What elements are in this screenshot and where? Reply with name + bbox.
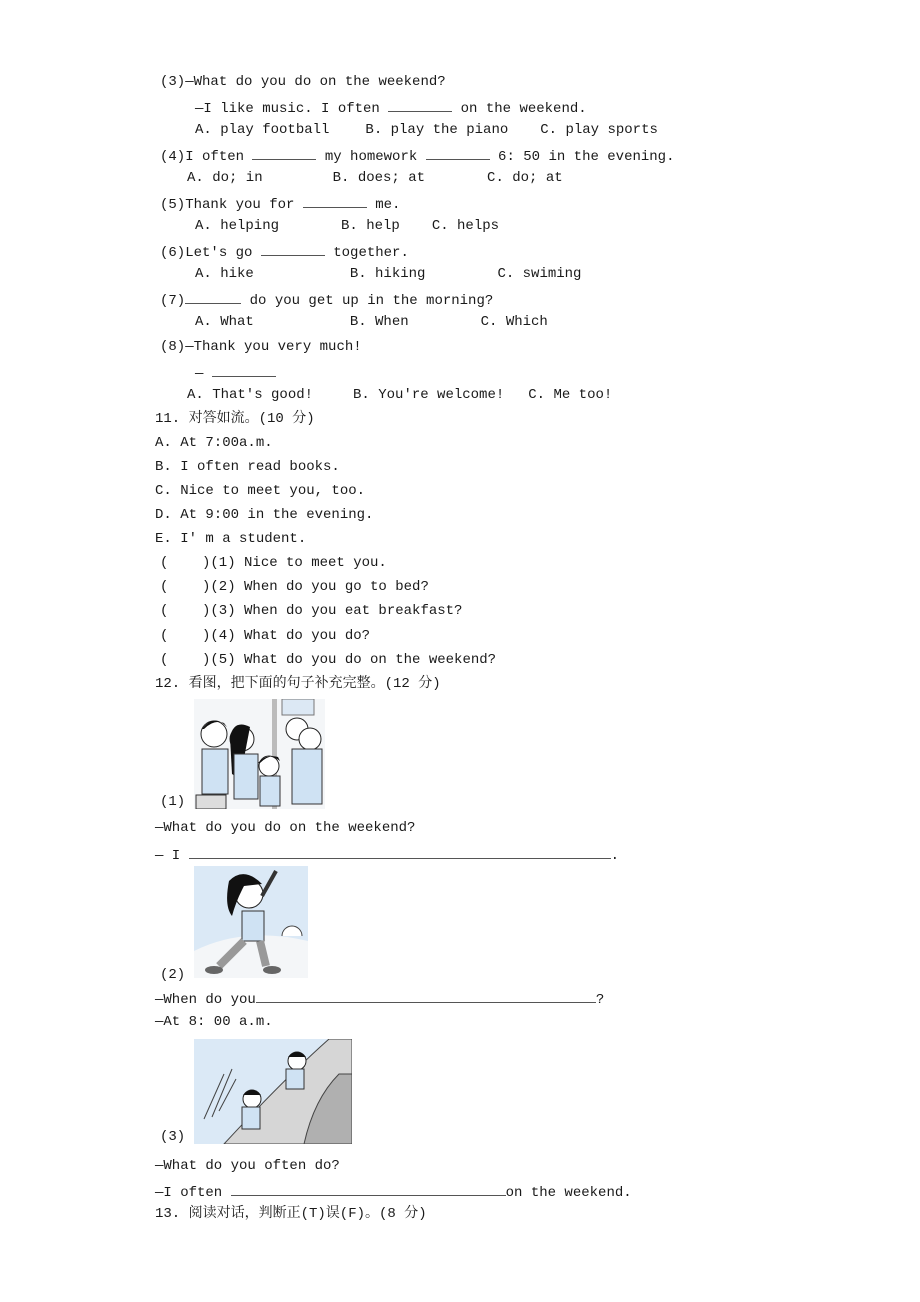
section13-title: 13. 阅读对话，判断正(T)误(F)。(8 分) [155, 1206, 427, 1222]
section11-title: 11. 对答如流。(10 分) [155, 411, 315, 427]
answer-b: B. I often read books. [155, 459, 340, 475]
q7-text: do you get up in the morning? [241, 293, 494, 309]
q5-text-a: Thank you for [185, 197, 303, 213]
q4-blank-2[interactable] [426, 145, 490, 160]
picture-3-number: (3) [160, 1129, 186, 1145]
picture-3-answer-prefix: —I often [155, 1185, 231, 1201]
q8-dash: — [195, 366, 212, 382]
section12-title: 12. 看图，把下面的句子补充完整。(12 分) [155, 676, 441, 692]
family-greeting-image [194, 699, 325, 809]
match-question-2[interactable]: ( )(2) When do you go to bed? [160, 579, 429, 595]
answer-e: E. I' m a student. [155, 531, 307, 547]
q5-options [195, 217, 499, 235]
q3-line1 [160, 73, 446, 91]
q5-line [160, 193, 400, 214]
q4-number: (4) [160, 149, 186, 165]
q8-line2 [195, 362, 276, 383]
q6-number: (6) [160, 245, 186, 261]
q7-option-a[interactable]: A. What [195, 314, 254, 330]
picture-2-question-suffix: ? [595, 992, 605, 1008]
q8-number: (8) [160, 339, 186, 355]
q5-option-a[interactable]: A. helping [195, 218, 280, 234]
q4-option-c[interactable]: C. do; at [487, 170, 563, 186]
q5-option-b[interactable]: B. help [341, 218, 400, 234]
q7-option-b[interactable]: B. When [349, 314, 409, 330]
picture-1-number: (1) [160, 794, 186, 810]
match-question-5[interactable]: ( )(5) What do you do on the weekend? [160, 652, 497, 668]
match-question-4[interactable]: ( )(4) What do you do? [160, 628, 371, 644]
q4-text-c: 6: 50 in the evening. [489, 149, 675, 165]
q6-options [195, 265, 581, 283]
q8-question: —Thank you very much! [185, 339, 362, 355]
q6-line [160, 241, 409, 262]
kids-climbing-illustration [194, 1039, 352, 1144]
picture-1-question: —What do you do on the weekend? [155, 820, 416, 836]
q3-text-b: on the weekend. [452, 101, 587, 117]
picture-2-question [155, 988, 604, 1009]
picture-2-number: (2) [160, 967, 186, 983]
answer-d: D. At 9:00 in the evening. [155, 507, 374, 523]
picture-3-answer-blank[interactable] [231, 1181, 506, 1196]
q8-blank[interactable] [212, 362, 276, 377]
q8-option-a[interactable]: A. That's good! [187, 387, 314, 403]
match-question-1[interactable]: ( )(1) Nice to meet you. [160, 555, 387, 571]
q4-option-a[interactable]: A. do; in [187, 170, 263, 186]
q6-text-b: together. [324, 245, 409, 261]
picture-3-question: —What do you often do? [155, 1158, 340, 1174]
q3-options [195, 121, 658, 139]
q6-blank[interactable] [261, 241, 325, 256]
q4-option-b[interactable]: B. does; at [332, 170, 426, 186]
q3-line2 [195, 97, 587, 118]
q3-option-c[interactable]: C. play sports [540, 122, 658, 138]
picture-1-answer-suffix: . [610, 848, 620, 864]
q3-question: —What do you do on the weekend? [185, 74, 446, 90]
q3-option-a[interactable]: A. play football [195, 122, 330, 138]
q3-option-b[interactable]: B. play the piano [365, 122, 509, 138]
q8-line1 [160, 338, 362, 356]
q6-option-b[interactable]: B. hiking [349, 266, 426, 282]
q5-number: (5) [160, 197, 186, 213]
family-greeting-illustration [194, 699, 325, 809]
q6-text-a: Let's go [185, 245, 261, 261]
q7-line [160, 289, 493, 310]
q4-text-a: I often [185, 149, 253, 165]
q3-number: (3) [160, 74, 186, 90]
q8-option-b[interactable]: B. You're welcome! [353, 387, 505, 403]
picture-3-answer [155, 1181, 632, 1202]
q5-text-b: me. [366, 197, 401, 213]
q4-blank-1[interactable] [252, 145, 316, 160]
answer-c: C. Nice to meet you, too. [155, 483, 366, 499]
q3-blank[interactable] [388, 97, 452, 112]
q8-options [187, 386, 612, 404]
kids-climbing-image [194, 1039, 352, 1144]
q5-option-c[interactable]: C. helps [431, 218, 500, 234]
match-question-3[interactable]: ( )(3) When do you eat breakfast? [160, 603, 463, 619]
picture-2-answer: —At 8: 00 a.m. [155, 1014, 273, 1030]
q6-option-a[interactable]: A. hike [195, 266, 254, 282]
q4-options [187, 169, 563, 187]
picture-3-answer-suffix: on the weekend. [505, 1185, 632, 1201]
picture-1-answer-prefix: — I [155, 848, 189, 864]
q7-options [195, 313, 548, 331]
q7-number: (7) [160, 293, 186, 309]
girl-exercising-illustration [194, 866, 308, 978]
answer-a: A. At 7:00a.m. [155, 435, 273, 451]
girl-exercising-image [194, 866, 308, 978]
picture-1-answer [155, 844, 619, 865]
q4-line [160, 145, 675, 166]
picture-1-answer-blank[interactable] [189, 844, 611, 859]
picture-2-question-prefix: —When do you [155, 992, 256, 1008]
q3-text-a: —I like music. I often [195, 101, 389, 117]
q7-option-c[interactable]: C. Which [480, 314, 548, 330]
q5-blank[interactable] [303, 193, 367, 208]
q6-option-c[interactable]: C. swiming [497, 266, 582, 282]
q4-text-b: my homework [316, 149, 426, 165]
picture-2-question-blank[interactable] [256, 988, 596, 1003]
q7-blank[interactable] [185, 289, 241, 304]
q8-option-c[interactable]: C. Me too! [528, 387, 613, 403]
